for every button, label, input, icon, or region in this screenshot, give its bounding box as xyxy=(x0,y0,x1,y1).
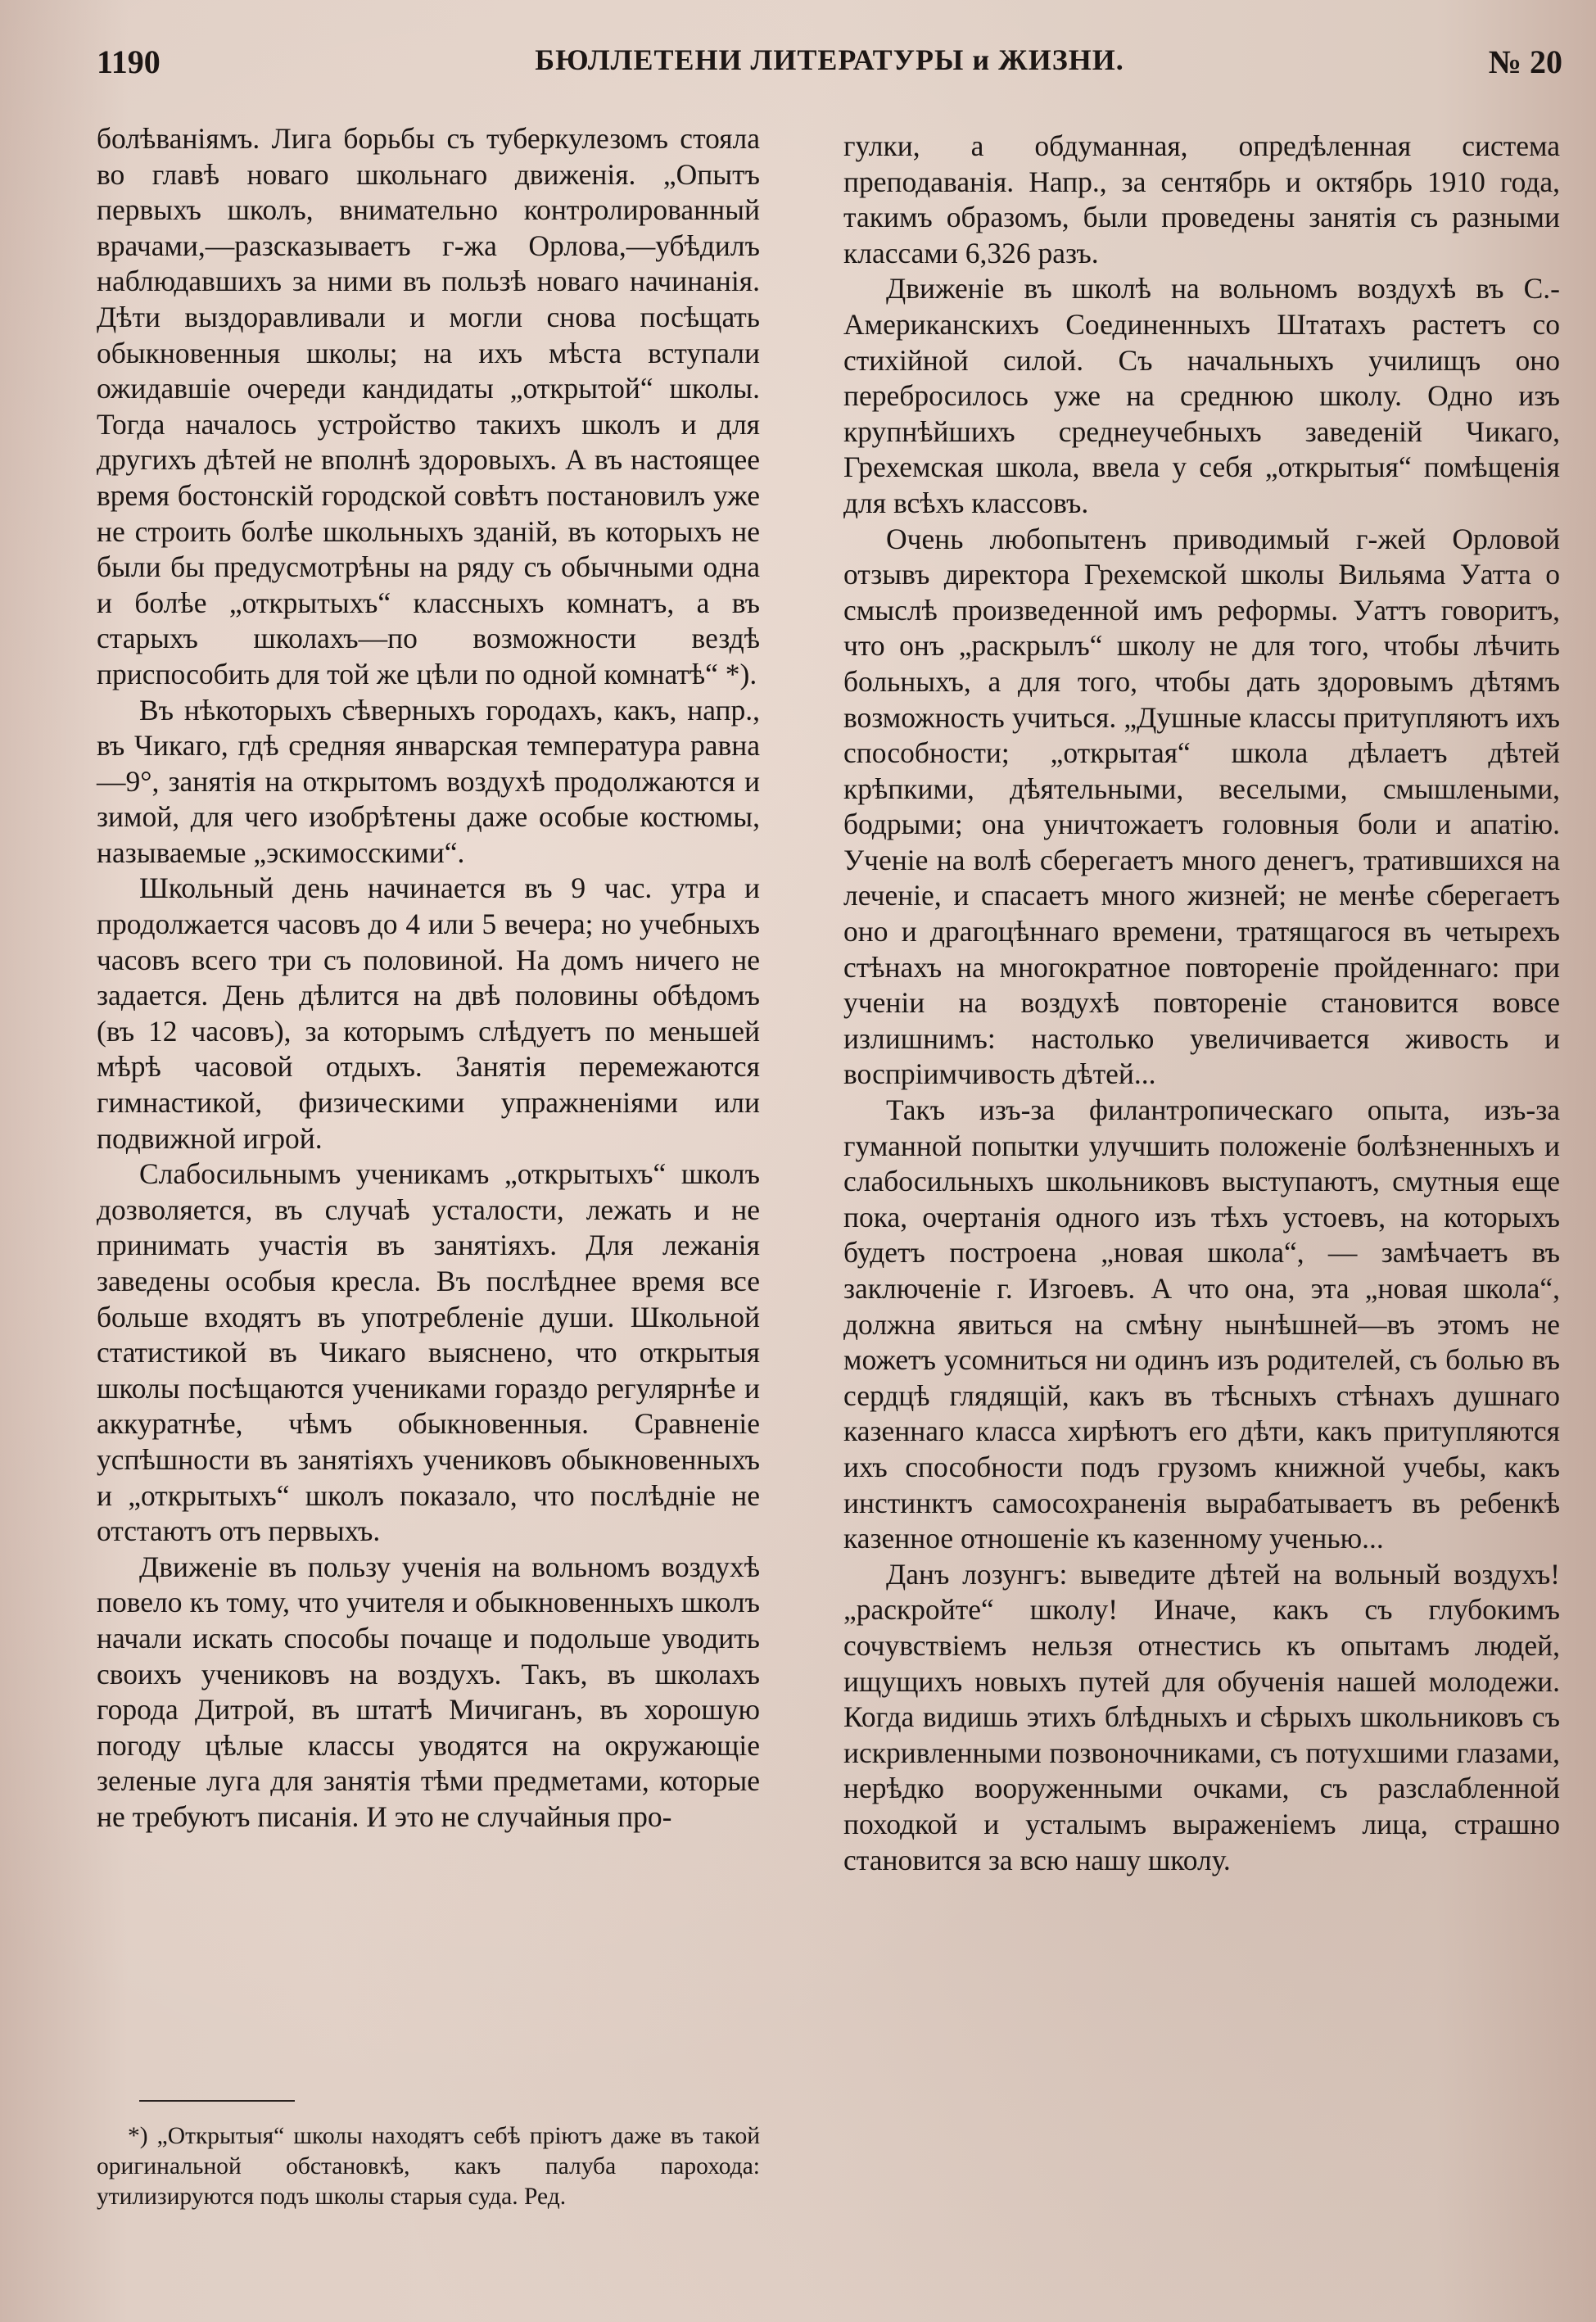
footnote-text: *) „Открытыя“ школы находятъ себѣ пріютъ даже въ такой оригинальной обстановкѣ, какъ палуба парохода: утилизируются подъ школы старыя суда. Ред. xyxy=(97,2123,760,2210)
left-column xyxy=(97,121,760,1835)
paragraph: Данъ лозунгъ: выведите дѣтей на вольный воздухъ! „раскройте“ школу! Иначе, какъ съ глубокимъ сочувствіемъ нельзя отнестись къ опытамъ людей, ищущихъ новыхъ путей для обученія нашей молодежи. Когда видишь этихъ блѣдныхъ и сѣрыхъ школьниковъ съ искривленными позвоночниками, съ потухшими глазами, нерѣдко вооруженными очками, съ разслабленной походкой и усталымъ выраженіемъ лица, страшно становится за всю нашу школу. xyxy=(843,1557,1560,1876)
paragraph: Въ нѣкоторыхъ сѣверныхъ городахъ, какъ, напр., въ Чикаго, гдѣ средняя январская температура равна—9°, занятія на открытомъ воздухѣ продолжаются и зимой, для чего изобрѣтены даже особые костюмы, называемые „эскимосскими“. xyxy=(97,693,760,869)
paragraph: гулки, а обдуманная, опредѣленная система преподаванія. Напр., за сентябрь и октябрь 1910 года, такимъ образомъ, были проведены занятія съ разными классами 6,326 разъ. xyxy=(843,129,1560,269)
issue-number: № 20 xyxy=(1488,43,1562,80)
page-number: 1190 xyxy=(97,43,161,80)
right-column xyxy=(843,129,1560,1878)
footnote-rule xyxy=(139,2100,295,2102)
paragraph: Движеніе въ пользу ученія на вольномъ воздухѣ повело къ тому, что учителя и обыкновенныхъ школъ начали искать способы почаще и подольше уводить своихъ учениковъ на воздухъ. Такъ, въ школахъ города Дитрой, въ штатѣ Мичиганъ, въ хорошую погоду цѣлые классы уводятся на окружающіе зеленые луга для занятія тѣми предметами, которые не требуютъ писанія. И это не случайныя про- xyxy=(97,1550,760,1833)
running-header xyxy=(97,43,1562,92)
paragraph: Такъ изъ-за филантропическаго опыта, изъ-за гуманной попытки улучшить положеніе болѣзненныхъ и слабосильныхъ школьниковъ выступаютъ, смутныя еще пока, очертанія одного изъ тѣхъ устоевъ, на которыхъ будетъ построена „новая школа“, — замѣчаетъ въ заключеніе г. Изгоевъ. А что она, эта „новая школа“, должна явиться на смѣну нынѣшней—въ этомъ не можетъ усомниться ни одинъ изъ родителей, съ болью въ сердцѣ глядящій, какъ въ тѣсныхъ стѣнахъ душнаго казеннаго класса хирѣютъ его дѣти, какъ притупляются ихъ способности подъ грузомъ книжной учебы, какъ инстинктъ самосохраненія вырабатываетъ въ ребенкѣ казенное отношеніе къ казенному ученью... xyxy=(843,1093,1560,1555)
paragraph: Движеніе въ школѣ на вольномъ воздухѣ въ С.-Американскихъ Соединенныхъ Штатахъ растетъ со стихійной силой. Съ начальныхъ училищъ оно перебросилось уже на среднюю школу. Одно изъ крупнѣйшихъ среднеучебныхъ заведеній Чикаго, Грехемская школа, ввела у себя „открытыя“ помѣщенія для всѣхъ классовъ. xyxy=(843,272,1560,519)
paragraph: болѣваніямъ. Лига борьбы съ туберкулезомъ стояла во главѣ новаго школьнаго движенія. „Опытъ первыхъ школъ, внимательно контролированный врачами,—разсказываетъ г-жа Орлова,—убѣдилъ наблюдавшихъ за ними въ пользѣ новаго начинанія. Дѣти выздоравливали и могли снова посѣщать обыкновенныя школы; на ихъ мѣста вступали ожидавшіе очереди кандидаты „открытой“ школы. Тогда началось устройство такихъ школъ и для другихъ дѣтей не вполнѣ здоровыхъ. А въ настоящее время бостонскій городской совѣтъ постановилъ уже не строить болѣе школьныхъ зданій, въ которыхъ не были бы предусмотрѣны на ряду съ обычными одна и болѣе „открытыхъ“ классныхъ комнатъ, а въ старыхъ школахъ—по возможности вездѣ приспособить для той же цѣли по одной комнатѣ“ *). xyxy=(97,122,760,690)
journal-title: БЮЛЛЕТЕНИ ЛИТЕРАТУРЫ и ЖИЗНИ. xyxy=(535,43,1124,76)
paragraph: Школьный день начинается въ 9 час. утра и продолжается часовъ до 4 или 5 вечера; но учебныхъ часовъ всего три съ половиной. На домъ ничего не задается. День дѣлится на двѣ половины обѣдомъ (въ 12 часовъ), за которымъ слѣдуетъ по меньшей мѣрѣ часовой отдыхъ. Занятія перемежаются гимнастикой, физическими упражненіями или подвижной игрой. xyxy=(97,871,760,1155)
footnote xyxy=(97,2121,760,2212)
paragraph: Очень любопытенъ приводимый г-жей Орловой отзывъ директора Грехемской школы Вильяма Уатта о смыслѣ произведенной имъ реформы. Уаттъ говоритъ, что онъ „раскрылъ“ школу не для того, чтобы лѣчить больныхъ, а для того, чтобы дать здоровымъ дѣтямъ возможность учиться. „Душные классы притупляютъ ихъ способности; „открытая“ школа дѣлаетъ дѣтей крѣпкими, дѣятельными, веселыми, смышлеными, бодрыми; она уничтожаетъ головныя боли и апатію. Ученіе на волѣ сберегаетъ много денегъ, тратившихся на леченіе, и спасаетъ много жизней; не менѣе сберегаетъ оно и драгоцѣннаго времени, тратящагося въ четырехъ стѣнахъ на многократное повтореніе пройденнаго: при ученіи на воздухѣ повтореніе становится вовсе излишнимъ: настолько увеличивается живость и воспріимчивость дѣтей... xyxy=(843,522,1560,1091)
paragraph: Слабосильнымъ ученикамъ „открытыхъ“ школъ дозволяется, въ случаѣ усталости, лежать и не принимать участія въ занятіяхъ. Для лежанія заведены особыя кресла. Въ послѣднее время все больше входятъ въ употребленіе души. Школьной статистикой въ Чикаго выяснено, что открытыя школы посѣщаются учениками гораздо регулярнѣе и аккуратнѣе, чѣмъ обыкновенныя. Сравненіе успѣшности въ занятіяхъ учениковъ обыкновенныхъ и „открытыхъ“ школъ показало, что послѣдніе не отстаютъ отъ первыхъ. xyxy=(97,1157,760,1548)
